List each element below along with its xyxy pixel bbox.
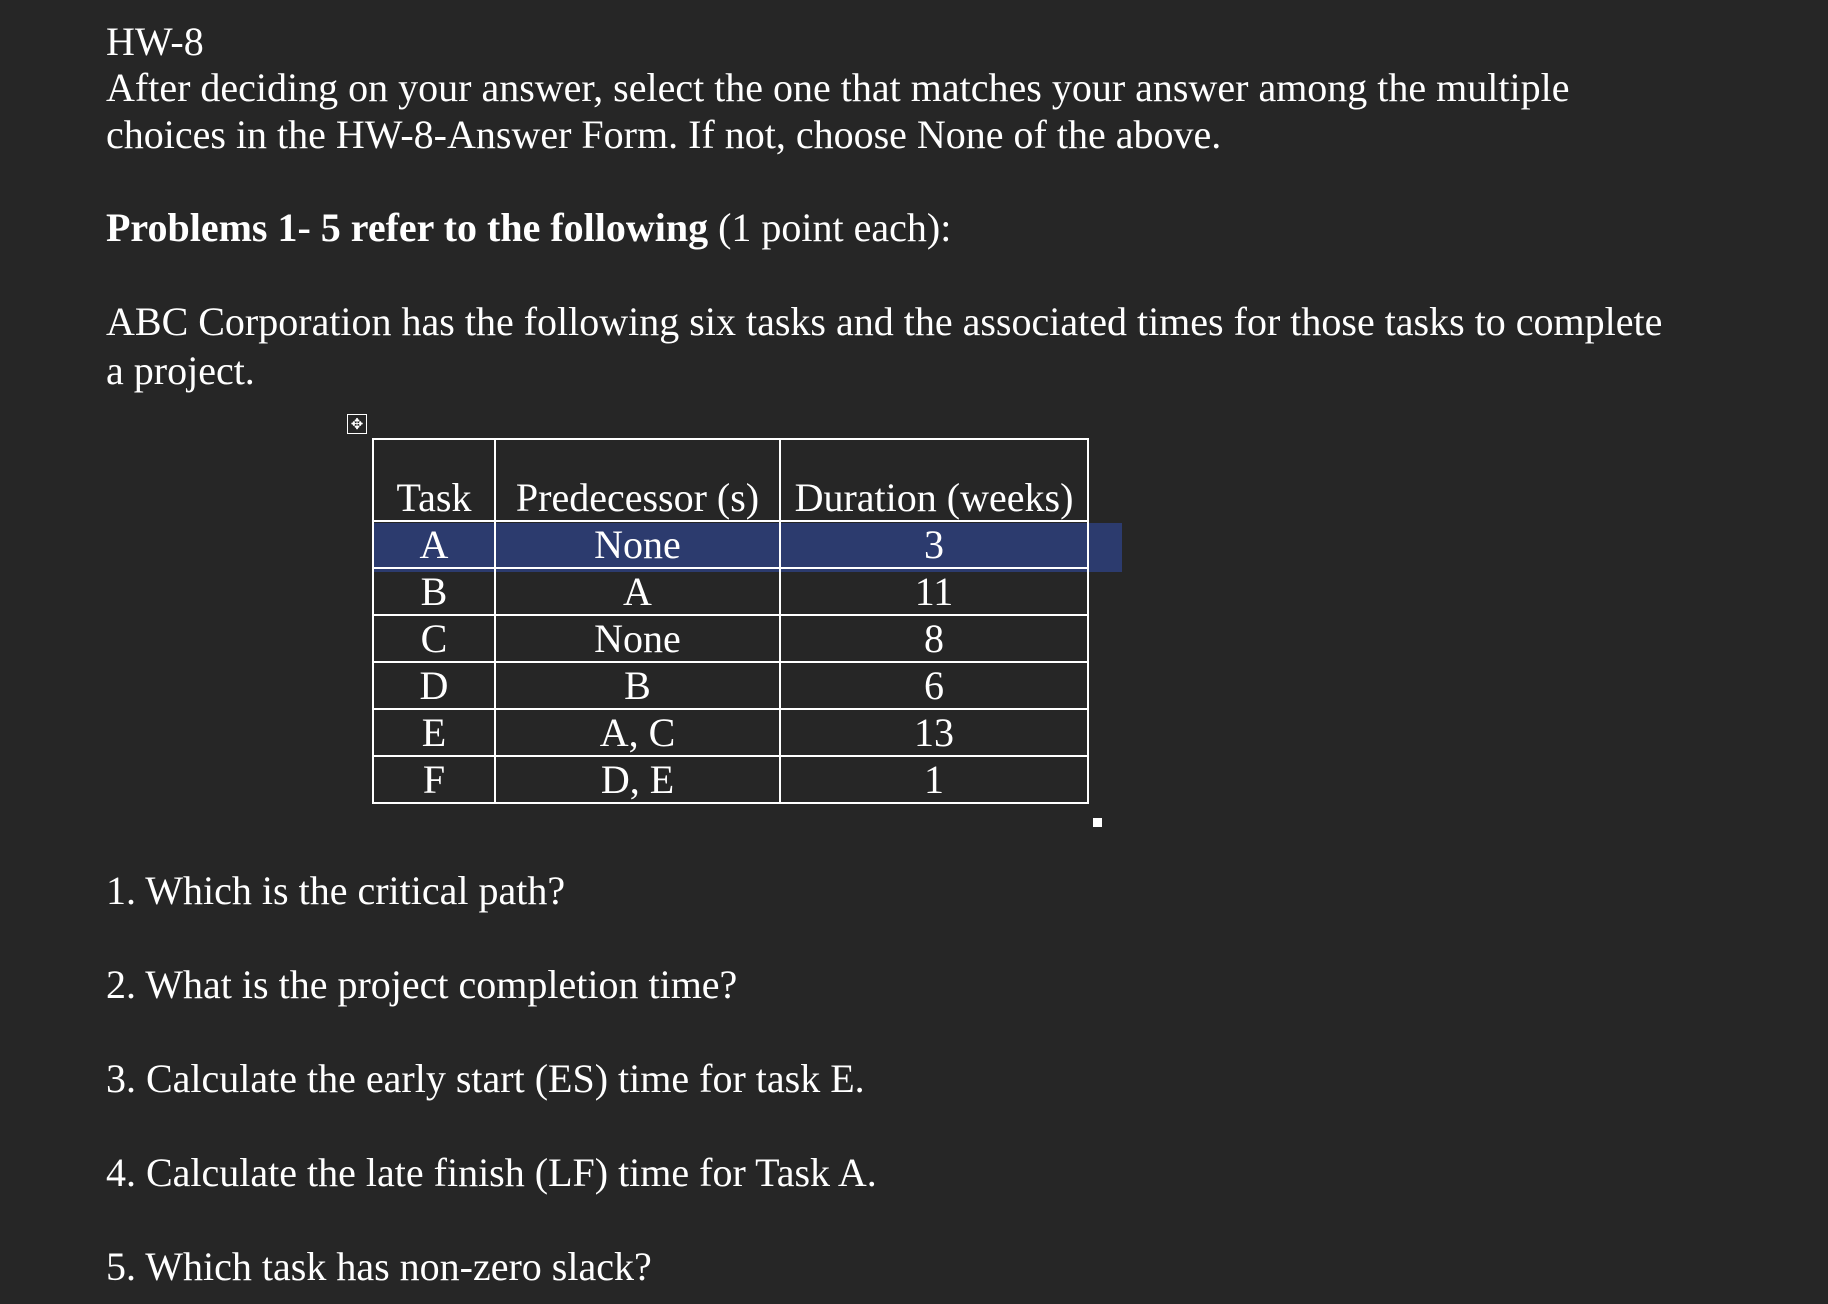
move-arrows-icon[interactable]: ✥ (347, 414, 367, 434)
predecessor-cell[interactable]: D, E (495, 756, 780, 803)
table-row[interactable] (373, 662, 1088, 709)
header-duration: Duration (weeks) (780, 439, 1088, 521)
problems-intro-rest: (1 point each): (708, 205, 952, 250)
table-row[interactable] (373, 756, 1088, 803)
header-task: Task (373, 439, 495, 521)
problems-intro-bold: Problems 1- 5 refer to the following (106, 205, 709, 250)
task-cell[interactable]: B (373, 568, 495, 615)
task-cell[interactable]: D (373, 662, 495, 709)
duration-cell[interactable]: 13 (780, 709, 1088, 756)
duration-cell[interactable]: 3 (780, 521, 1088, 568)
question-1: 1. Which is the critical path? (106, 868, 566, 913)
task-table[interactable] (372, 438, 1089, 804)
table-header-row (373, 439, 1088, 521)
task-cell[interactable]: F (373, 756, 495, 803)
duration-cell[interactable]: 1 (780, 756, 1088, 803)
predecessor-cell[interactable]: A, C (495, 709, 780, 756)
task-cell[interactable]: E (373, 709, 495, 756)
table-row[interactable] (373, 709, 1088, 756)
description-line-2: a project. (106, 348, 255, 393)
task-cell[interactable]: C (373, 615, 495, 662)
duration-cell[interactable]: 11 (780, 568, 1088, 615)
table-row[interactable] (373, 615, 1088, 662)
table-row[interactable] (373, 568, 1088, 615)
document-heading: HW-8 (106, 19, 204, 64)
problems-intro (106, 204, 951, 251)
header-predecessor: Predecessor (s) (495, 439, 780, 521)
instructions-line-2: choices in the HW-8-Answer Form. If not, choose None of the above. (106, 112, 1222, 157)
predecessor-cell[interactable]: A (495, 568, 780, 615)
predecessor-cell[interactable]: B (495, 662, 780, 709)
predecessor-cell[interactable]: None (495, 521, 780, 568)
duration-cell[interactable]: 8 (780, 615, 1088, 662)
instructions-line-1: After deciding on your answer, select the one that matches your answer among the multiple (106, 65, 1570, 110)
resize-square-icon[interactable] (1093, 818, 1102, 827)
table-row[interactable] (373, 521, 1088, 568)
question-4: 4. Calculate the late finish (LF) time for Task A. (106, 1150, 877, 1195)
task-cell[interactable]: A (373, 521, 495, 568)
question-5: 5. Which task has non-zero slack? (106, 1244, 652, 1289)
predecessor-cell[interactable]: None (495, 615, 780, 662)
question-2: 2. What is the project completion time? (106, 962, 738, 1007)
duration-cell[interactable]: 6 (780, 662, 1088, 709)
description-line-1: ABC Corporation has the following six tasks and the associated times for those tasks to complete (106, 299, 1663, 344)
question-3: 3. Calculate the early start (ES) time for task E. (106, 1056, 865, 1101)
